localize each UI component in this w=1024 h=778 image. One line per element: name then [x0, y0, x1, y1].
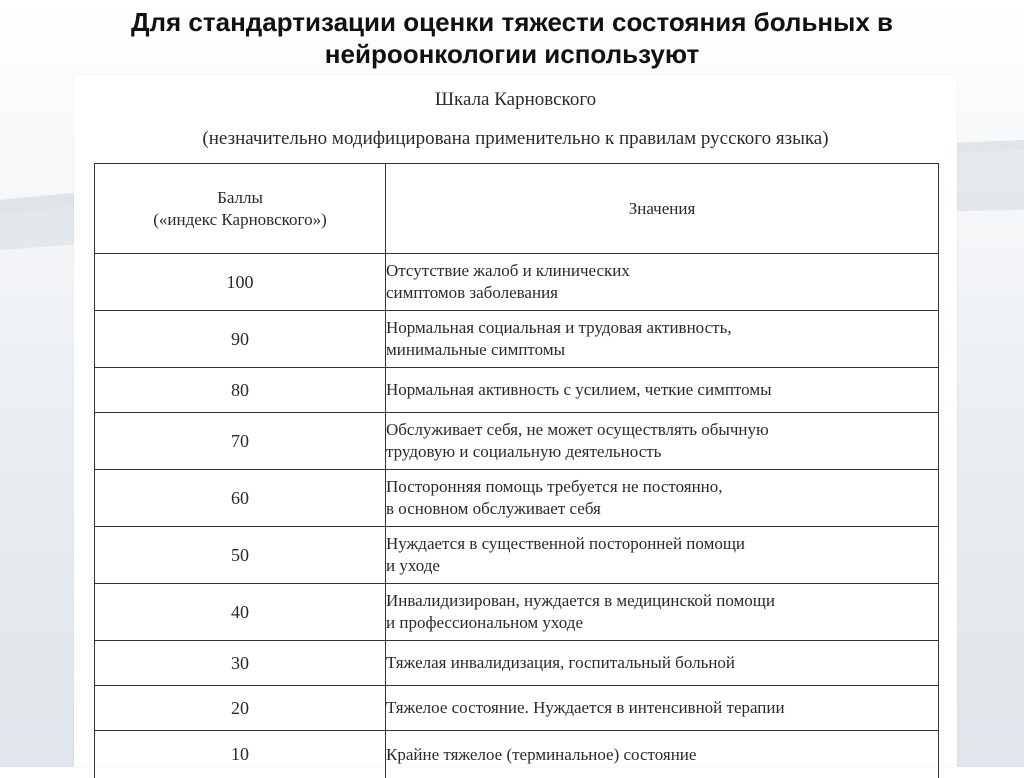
- meaning-line-2: и уходе: [386, 555, 938, 577]
- meaning-line-1: Нормальная активность с усилием, четкие симптомы: [386, 379, 938, 401]
- header-score-line-1: Баллы: [95, 187, 385, 209]
- scale-subtitle: (незначительно модифицирована применительно к правилам русского языка): [74, 127, 957, 151]
- meaning-line-1: Тяжелая инвалидизация, госпитальный больной: [386, 652, 938, 674]
- table-row: [95, 731, 939, 778]
- meaning-line-2: трудовую и социальную деятельность: [386, 441, 938, 463]
- meaning-cell: [386, 527, 939, 584]
- meaning-cell: [386, 311, 939, 368]
- meaning-cell: [386, 254, 939, 311]
- score-cell: 80: [95, 368, 386, 413]
- scale-title: Шкала Карновского: [74, 88, 957, 112]
- slide-title-line-2: нейроонкологии используют: [0, 38, 1024, 70]
- meaning-line-2: минимальные симптомы: [386, 339, 938, 361]
- meaning-cell: [386, 368, 939, 413]
- meaning-cell: [386, 584, 939, 641]
- scanned-document: [74, 75, 957, 767]
- meaning-line-1: Нормальная социальная и трудовая активность,: [386, 317, 938, 339]
- table-row: [95, 368, 939, 413]
- meaning-line-2: в основном обслуживает себя: [386, 498, 938, 520]
- table-row: [95, 254, 939, 311]
- table-row: [95, 584, 939, 641]
- score-cell: 70: [95, 413, 386, 470]
- meaning-line-1: Тяжелое состояние. Нуждается в интенсивной терапии: [386, 697, 938, 719]
- score-cell: 30: [95, 641, 386, 686]
- table-row: [95, 686, 939, 731]
- meaning-line-2: и профессиональном уходе: [386, 612, 938, 634]
- header-score-line-2: («индекс Карновского»): [95, 209, 385, 231]
- score-cell: 60: [95, 470, 386, 527]
- meaning-line-2: симптомов заболевания: [386, 282, 938, 304]
- meaning-line-1: Посторонняя помощь требуется не постоянно,: [386, 476, 938, 498]
- header-meaning: Значения: [386, 164, 939, 254]
- table-row: [95, 311, 939, 368]
- meaning-cell: [386, 686, 939, 731]
- meaning-cell: [386, 470, 939, 527]
- meaning-cell: [386, 641, 939, 686]
- header-score: [95, 164, 386, 254]
- meaning-line-1: Отсутствие жалоб и клинических: [386, 260, 938, 282]
- score-cell: 90: [95, 311, 386, 368]
- score-cell: 50: [95, 527, 386, 584]
- meaning-line-1: Нуждается в существенной посторонней помощи: [386, 533, 938, 555]
- table-row: [95, 413, 939, 470]
- slide-title-line-1: Для стандартизации оценки тяжести состояния больных в: [0, 6, 1024, 38]
- meaning-line-1: Инвалидизирован, нуждается в медицинской помощи: [386, 590, 938, 612]
- score-cell: 100: [95, 254, 386, 311]
- score-cell: 40: [95, 584, 386, 641]
- table-row: [95, 641, 939, 686]
- meaning-line-1: Обслуживает себя, не может осуществлять обычную: [386, 419, 938, 441]
- meaning-cell: [386, 731, 939, 778]
- score-cell: 10: [95, 731, 386, 778]
- slide-title: [0, 6, 1024, 70]
- table-header-row: [95, 164, 939, 254]
- meaning-line-1: Крайне тяжелое (терминальное) состояние: [386, 744, 938, 766]
- score-cell: 20: [95, 686, 386, 731]
- table-row: [95, 527, 939, 584]
- karnofsky-table: [94, 163, 939, 778]
- table-row: [95, 470, 939, 527]
- meaning-cell: [386, 413, 939, 470]
